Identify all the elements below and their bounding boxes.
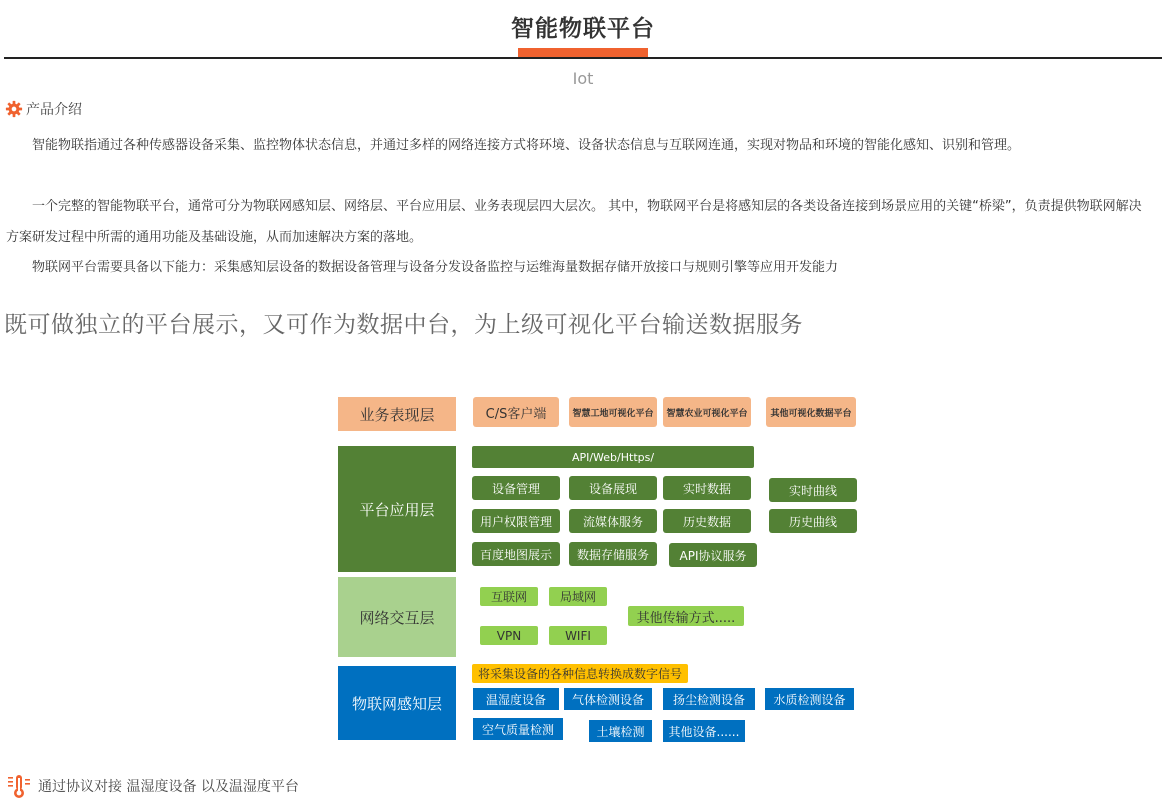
sensing-item-air-quality: 空气质量检测	[473, 718, 563, 740]
intro-paragraph-2: 一个完整的智能物联平台，通常可分为物联网感知层、网络层、平台应用层、业务表现层四大层次。 其中，物联网平台是将感知层的各类设备连接到场景应用的关键“桥梁”，负责提供物联网解决方案研发过程中所需的通用功能及基础设施，从而加速解决方案的落地。	[6, 199, 1142, 245]
platform-item-realtime-curve: 实时曲线	[769, 478, 857, 502]
thermometer-icon	[5, 772, 33, 800]
business-item-agriculture-platform: 智慧农业可视化平台	[663, 397, 751, 427]
footer-row	[5, 772, 299, 800]
layer-sensing: 物联网感知层	[338, 666, 456, 740]
layer-platform: 平台应用层	[338, 446, 456, 572]
network-item-vpn: VPN	[480, 626, 538, 645]
sensing-item-other-devices: 其他设备......	[663, 720, 745, 742]
layer-network: 网络交互层	[338, 577, 456, 657]
platform-item-streaming-service: 流媒体服务	[569, 509, 657, 533]
network-item-other-transport: 其他传输方式.....	[628, 606, 744, 626]
sensing-item-temp-humidity: 温湿度设备	[473, 688, 559, 710]
network-item-lan: 局域网	[549, 587, 607, 606]
page-subtitle: Iot	[572, 69, 594, 88]
platform-item-baidu-map: 百度地图展示	[472, 542, 560, 566]
page-title: 智能物联平台	[511, 16, 655, 42]
intro-paragraph-1: 智能物联指通过各种传感器设备采集、监控物体状态信息，并通过多样的网络连接方式将环境、设备状态信息与互联网连通，实现对物品和环境的智能化感知、识别和管理。	[32, 138, 1021, 153]
sensing-item-water-quality: 水质检测设备	[765, 688, 854, 710]
platform-item-data-storage: 数据存储服务	[569, 542, 657, 566]
business-item-other-platform: 其他可视化数据平台	[766, 397, 856, 427]
platform-item-device-display: 设备展现	[569, 476, 657, 500]
sensing-item-gas-detection: 气体检测设备	[564, 688, 652, 710]
intro-paragraph-3: 物联网平台需要具备以下能力：采集感知层设备的数据设备管理与设备分发设备监控与运维海量数据存储开放接口与规则引擎等应用开发能力	[32, 260, 839, 275]
layer-business: 业务表现层	[338, 397, 456, 431]
sensing-item-dust-detection: 扬尘检测设备	[663, 688, 755, 710]
platform-item-api-protocol: API协议服务	[669, 543, 757, 567]
sensing-item-soil-detection: 土壤检测	[589, 720, 652, 742]
platform-item-history-curve: 历史曲线	[769, 509, 857, 533]
platform-item-history-data: 历史数据	[663, 509, 751, 533]
feature-headline: 既可做独立的平台展示，又可作为数据中台，为上级可视化平台输送数据服务	[4, 312, 803, 338]
business-item-construction-platform: 智慧工地可视化平台	[569, 397, 657, 427]
section-heading	[5, 99, 82, 119]
section-label: 产品介绍	[26, 102, 82, 118]
platform-item-device-management: 设备管理	[472, 476, 560, 500]
platform-item-user-permissions: 用户权限管理	[472, 509, 560, 533]
footer-label: 通过协议对接 温湿度设备 以及温湿度平台	[38, 779, 299, 795]
platform-item-realtime-data: 实时数据	[663, 476, 751, 500]
title-divider	[4, 57, 1162, 59]
gear-icon	[5, 100, 23, 118]
business-item-cs-client: C/S客户端	[473, 397, 559, 427]
platform-api-bar: API/Web/Https/	[472, 446, 754, 468]
network-item-wifi: WIFI	[549, 626, 607, 645]
sensing-signal-bar: 将采集设备的各种信息转换成数字信号	[472, 664, 688, 683]
network-item-internet: 互联网	[480, 587, 538, 606]
architecture-diagram	[330, 388, 870, 748]
